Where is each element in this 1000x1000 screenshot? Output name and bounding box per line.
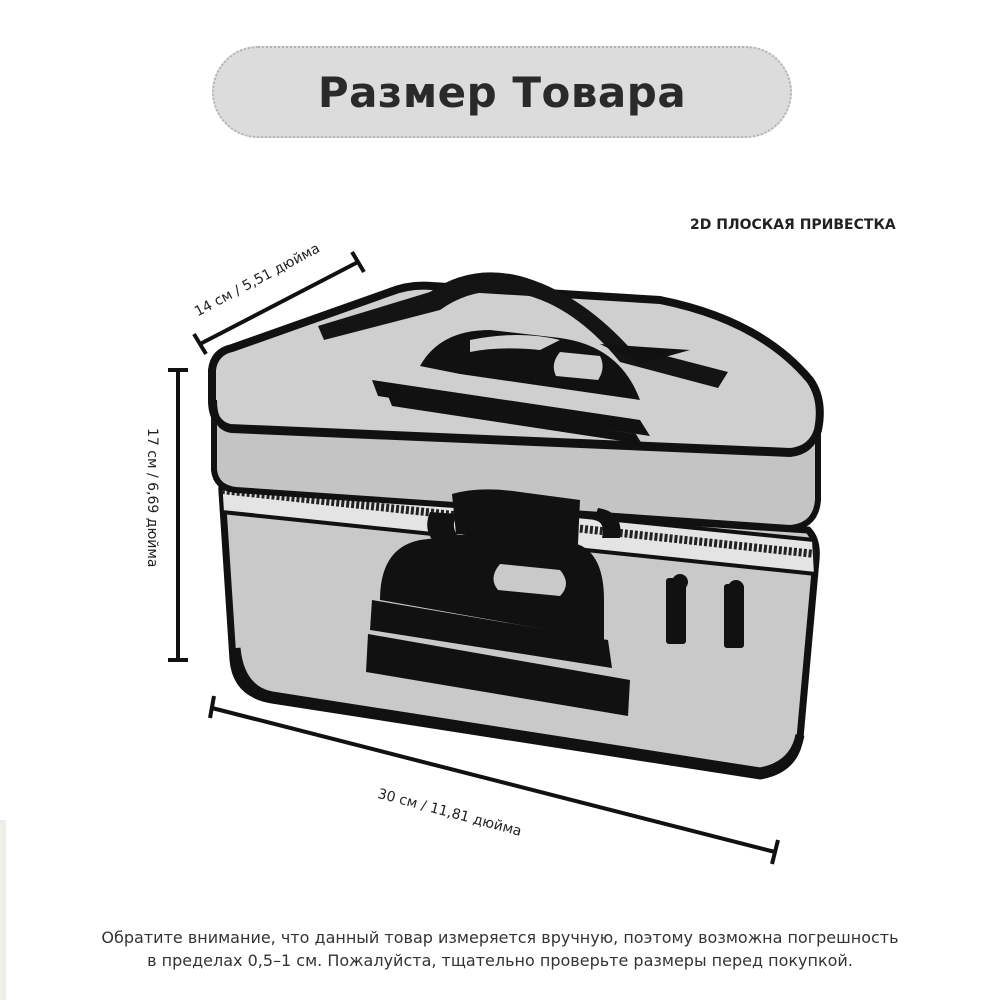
height-dimension-line — [168, 370, 188, 660]
depth-label: 14 см / 5,51 дюйма — [192, 240, 323, 321]
measurement-note — [40, 926, 960, 972]
print-type-label: 2D ПЛОСКАЯ ПРИВЕСТКА — [690, 217, 896, 233]
note-line-2: в пределах 0,5–1 см. Пожалуйста, тщательно проверьте размеры перед покупкой. — [147, 951, 853, 970]
page-title: Размер Товара — [317, 67, 687, 117]
width-label: 30 см / 11,81 дюйма — [375, 786, 524, 840]
note-line-1: Обратите внимание, что данный товар измеряется вручную, поэтому возможна погрешность — [101, 928, 899, 947]
edge-decoration — [0, 820, 6, 1000]
height-label: 17 см / 6,69 дюйма — [144, 428, 160, 568]
